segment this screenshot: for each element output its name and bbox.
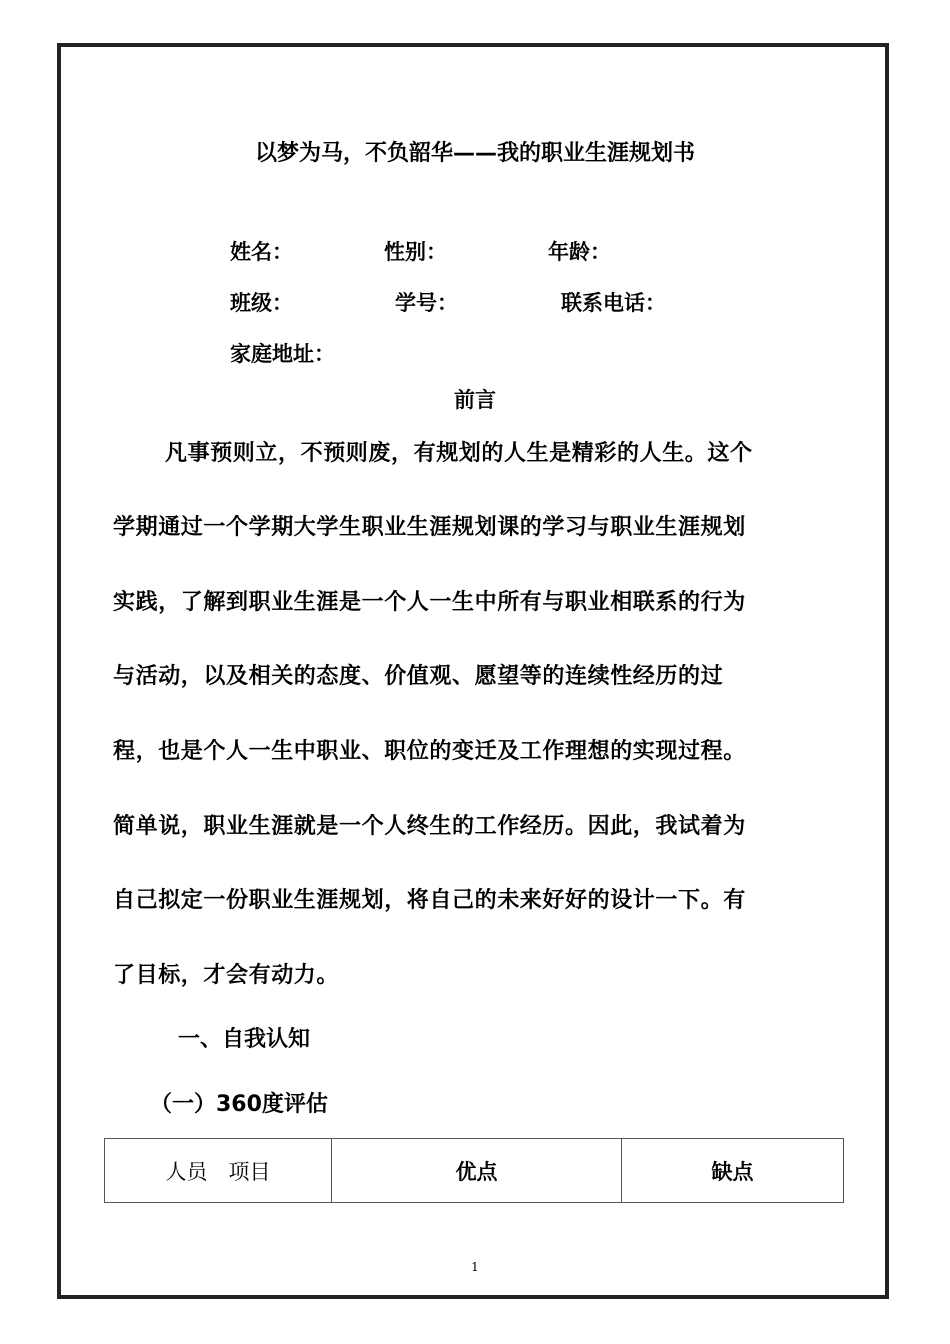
subsection-heading-360-eval: （一）360度评估 bbox=[150, 1092, 328, 1117]
class-field-label: 班级： bbox=[230, 291, 293, 315]
student-id-field-label: 学号： bbox=[395, 291, 458, 315]
phone-field-label: 联系电话： bbox=[561, 291, 666, 315]
evaluation-table bbox=[104, 1138, 844, 1203]
preface-line: 实践，了解到职业生涯是一个人一生中所有与职业相联系的行为 bbox=[113, 590, 746, 615]
preface-line: 程，也是个人一生中职业、职位的变迁及工作理想的实现过程。 bbox=[113, 739, 746, 764]
preface-line: 了目标，才会有动力。 bbox=[113, 963, 340, 988]
table-header-cell: 缺点 bbox=[622, 1139, 844, 1203]
preface-line: 凡事预则立，不预则废，有规划的人生是精彩的人生。这个 bbox=[165, 441, 753, 466]
table-header-cell: 人员 项目 bbox=[105, 1139, 332, 1203]
preface-line: 学期通过一个学期大学生职业生涯规划课的学习与职业生涯规划 bbox=[113, 515, 746, 540]
preface-line: 自己拟定一份职业生涯规划，将自己的未来好好的设计一下。有 bbox=[113, 888, 746, 913]
name-field-label: 姓名： bbox=[230, 240, 293, 264]
preface-line: 与活动，以及相关的态度、价值观、愿望等的连续性经历的过 bbox=[113, 664, 724, 689]
table-header-row bbox=[105, 1139, 844, 1203]
page-number: 1 bbox=[471, 1260, 479, 1274]
section-heading-self-awareness: 一、自我认知 bbox=[178, 1027, 311, 1052]
age-field-label: 年龄： bbox=[548, 240, 611, 264]
preface-heading: 前言 bbox=[454, 388, 496, 412]
table-header-cell: 优点 bbox=[332, 1139, 622, 1203]
document-title: 以梦为马，不负韶华——我的职业生涯规划书 bbox=[254, 141, 695, 166]
gender-field-label: 性别： bbox=[384, 240, 447, 264]
address-field-label: 家庭地址： bbox=[230, 342, 335, 366]
preface-line: 简单说，职业生涯就是一个人终生的工作经历。因此，我试着为 bbox=[113, 814, 746, 839]
